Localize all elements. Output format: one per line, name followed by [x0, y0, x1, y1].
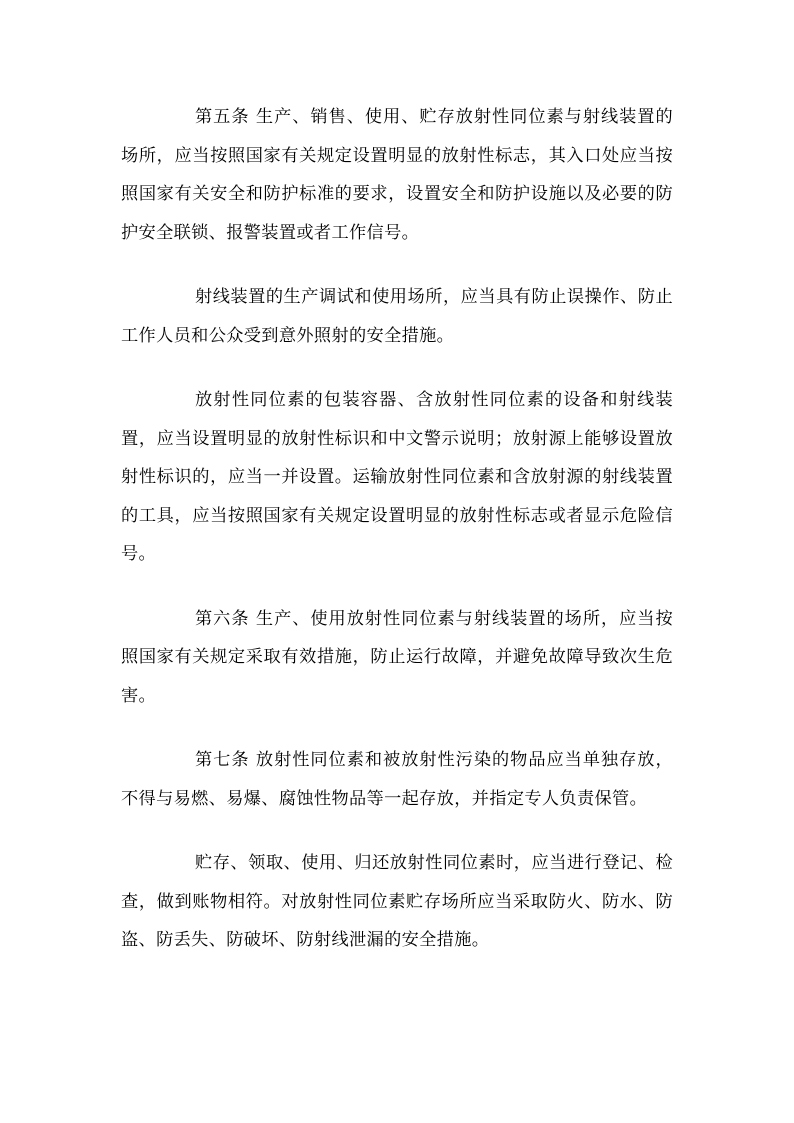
paragraph-ray-device-sites: 射线装置的生产调试和使用场所，应当具有防止误操作、防止工作人员和公众受到意外照射的安全措施。: [121, 287, 673, 346]
paragraph-article-7: 第七条 放射性同位素和被放射性污染的物品应当单独存放，不得与易燃、易爆、腐蚀性物品等一起存放，并指定专人负责保管。: [121, 750, 673, 809]
paragraph-article-6: 第六条 生产、使用放射性同位素与射线装置的场所，应当按照国家有关规定采取有效措施，防止运行故障，并避免故障导致次生危害。: [121, 608, 673, 706]
paragraph-packaging-labels: 放射性同位素的包装容器、含放射性同位素的设备和射线装置，应当设置明显的放射性标识和中文警示说明；放射源上能够设置放射性标识的，应当一并设置。运输放射性同位素和含放射源的射线装置的工具，应当按照国家有关规定设置明显的放射性标志或者显示危险信号。: [121, 390, 673, 564]
paragraph-storage-registration: 贮存、领取、使用、归还放射性同位素时，应当进行登记、检查，做到账物相符。对放射性同位素贮存场所应当采取防火、防水、防盗、防丢失、防破坏、防射线泄漏的安全措施。: [121, 853, 673, 950]
paragraph-article-5: 第五条 生产、销售、使用、贮存放射性同位素与射线装置的场所，应当按照国家有关规定设置明显的放射性标志，其入口处应当按照国家有关安全和防护标准的要求，设置安全和防护设施以及必要的防护安全联锁、报警装置或者工作信号。: [121, 107, 673, 243]
document-page: [121, 98, 673, 986]
